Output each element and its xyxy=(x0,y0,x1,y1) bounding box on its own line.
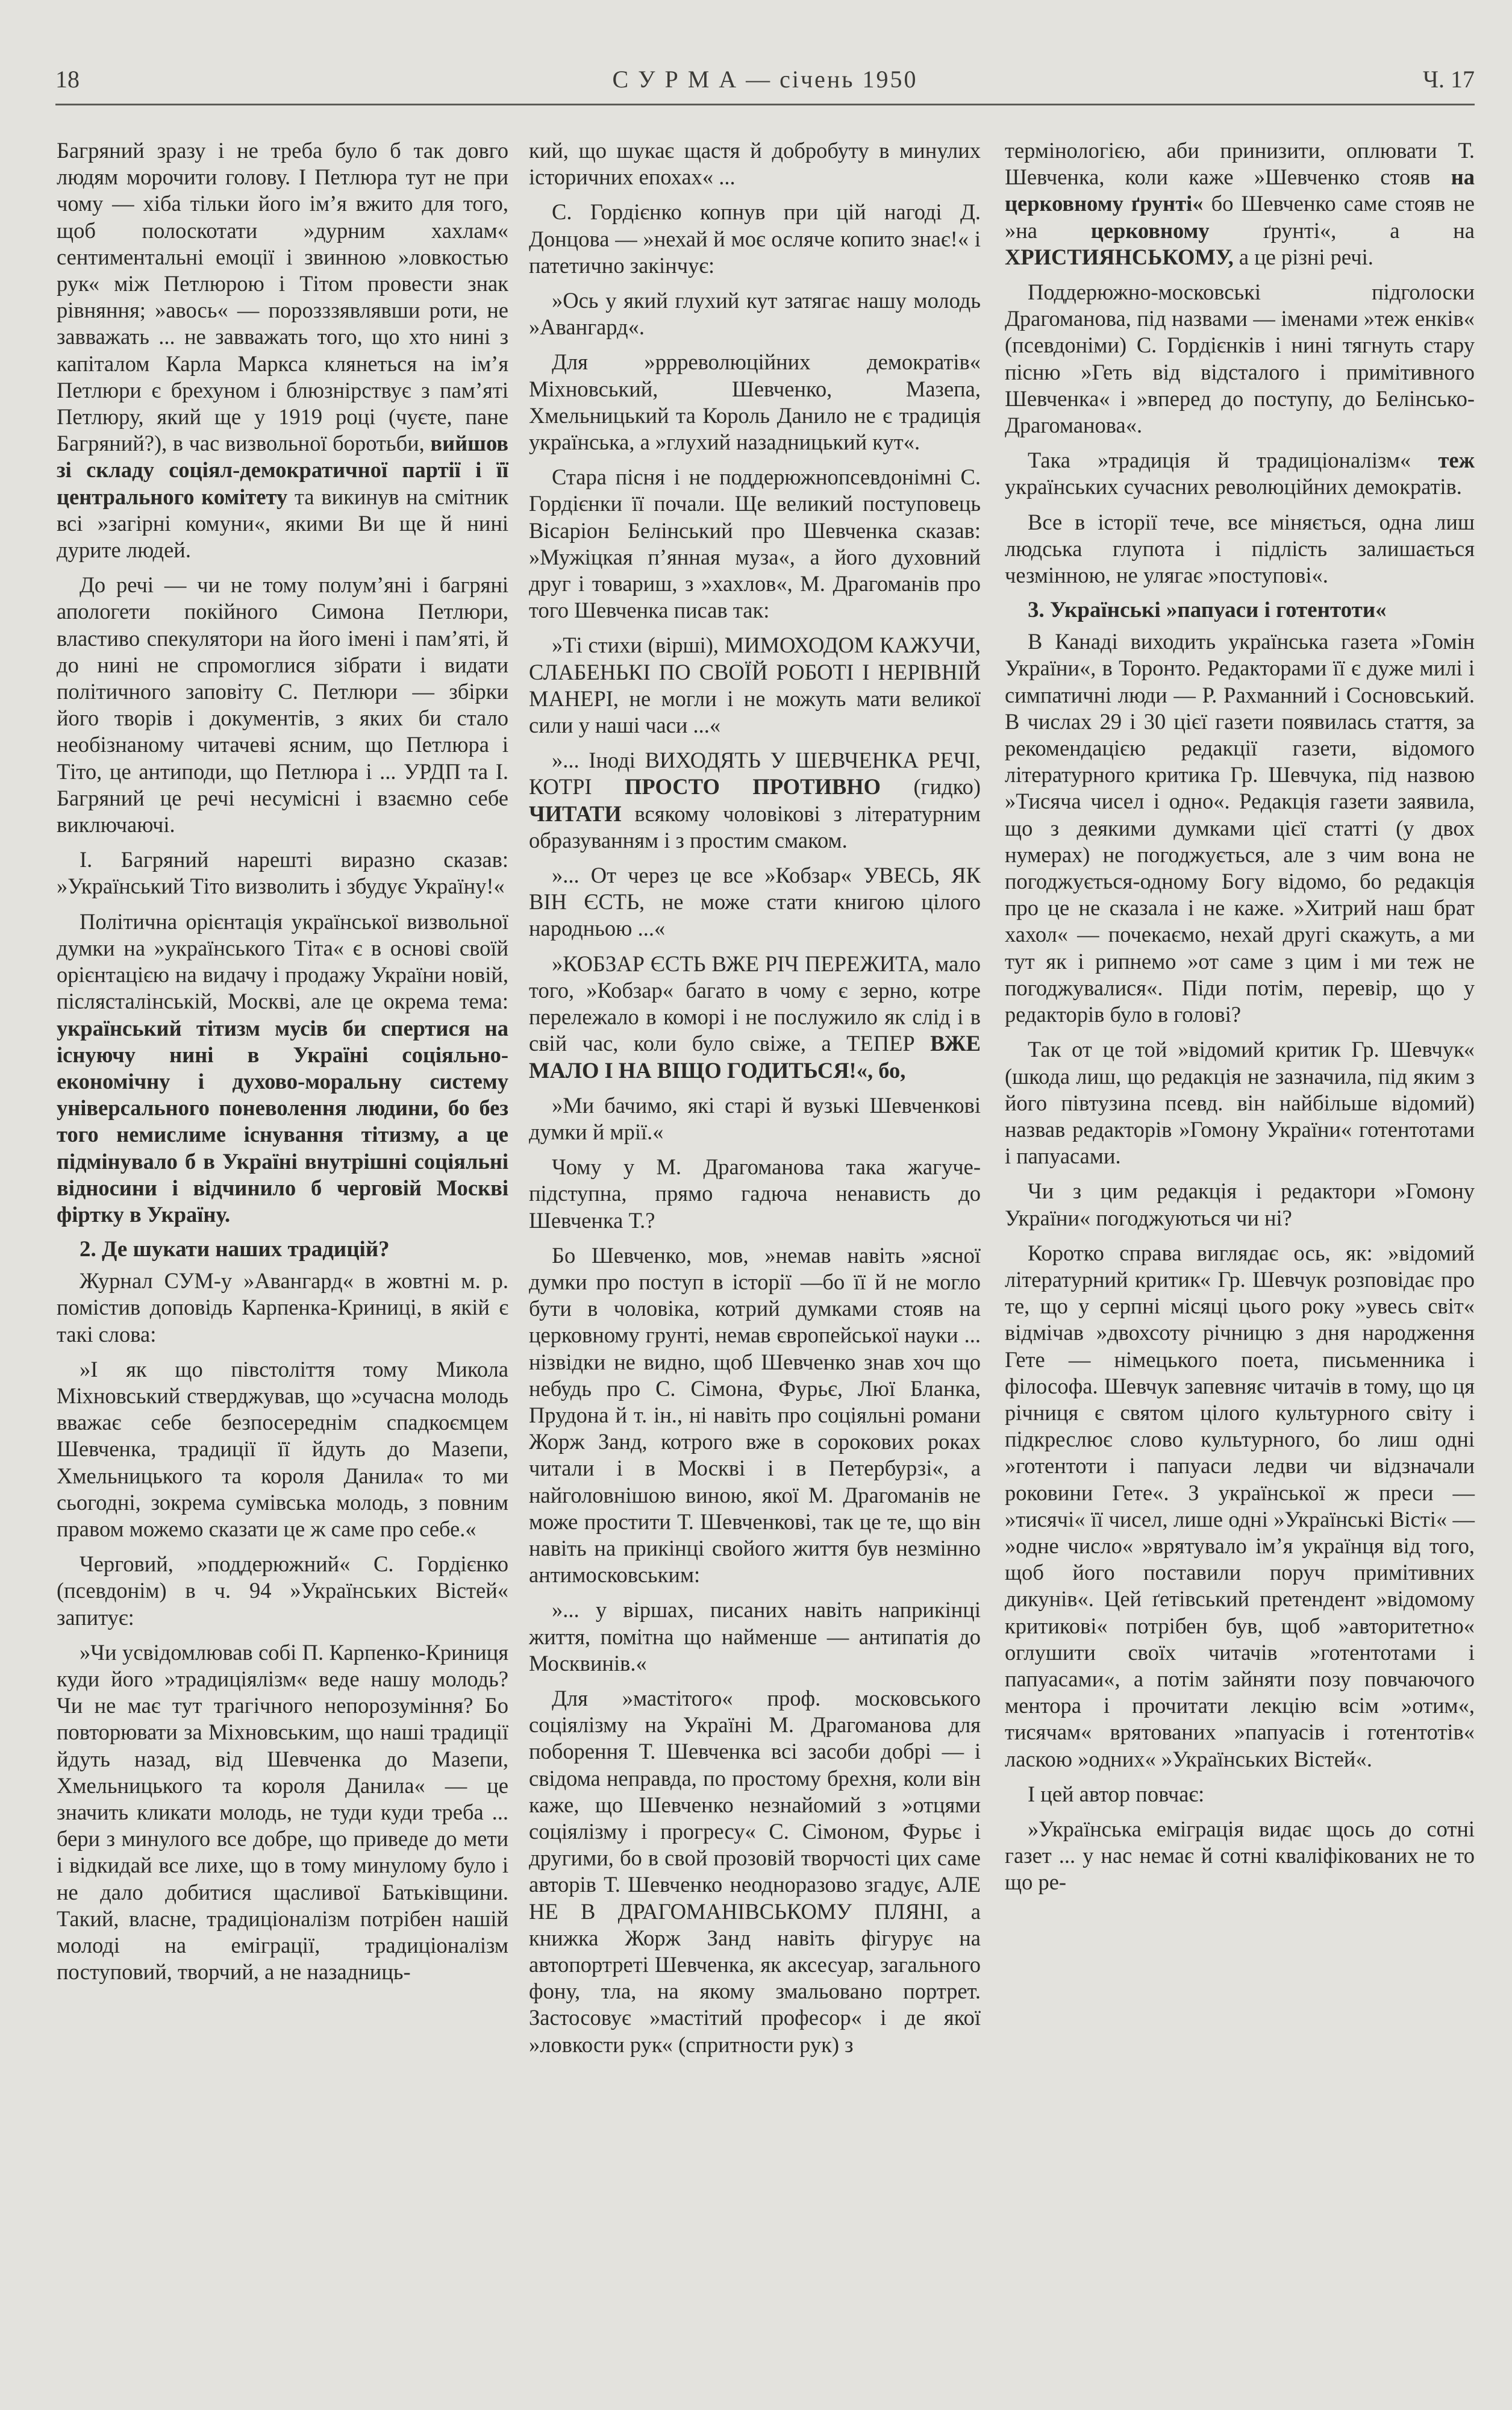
paragraph: Політична орієнтація української визвольної думки на »українського Тіта« є в основі своїй орієнтацією на видачу і продажу України новій, післясталінській, Москві, але це окрема тема: український тітизм мусів би спертися на існуючу нині в Україні соціяльно-економічну і духово-моральну систему універсального поневолення людини, бо без того немислиме існування тітизму, а це підмінувало б в Україні внутрішні соціяльні відносини і відчинило б черговій Москві фіртку в Україну. xyxy=(57,909,508,1227)
paragraph: »Чи усвідомлював собі П. Карпенко-Криниця куди його »традиціялізм« веде нашу молодь? Чи не має тут трагічного непорозуміння? Бо повторювати за Міхновським, що наші традиції йдуть назад, від Шевченка до Мазепи, Хмельницького та короля Данила« — це значить кликати молодь, не туди куди треба ... бери з минулого все добре, що приведе до мети і відкидай все лихе, що в тому минулому було і не дало добитися щасливої Батьківщини. Такий, власне, традиціоналізм потрібен нашій молоді на еміграції, традиціоналізм поступовий, творчий, а не назадниць- xyxy=(57,1639,508,1985)
paragraph: Стара пісня і не поддерюжнопсевдонімні С. Гордієнки її почали. Ще великий поступовець Вісаріон Белінський про Шевченка сказав: »Мужіцкая п’янная муза«, а його духовний друг і товариш, з »хахлов«, М. Драгоманів про того Шевченка писав так: xyxy=(529,465,981,623)
running-header xyxy=(55,60,1475,99)
issue-part: Ч. 17 xyxy=(1423,66,1475,93)
paragraph: кий, що шукає щастя й добробуту в минулих історичних епохах« ... xyxy=(529,138,981,190)
paragraph: Чи з цим редакція і редактори »Гомону України« погоджуються чи ні? xyxy=(1005,1178,1475,1230)
paragraph: Для »ррреволюційних демократів« Міхновський, Шевченко, Мазепа, Хмельницький та Король Данило не є традиція українська, а »глухий назадницький кут«. xyxy=(529,349,981,455)
paragraph: »Ми бачимо, які старі й вузькі Шевченкові думки й мрії.« xyxy=(529,1092,981,1144)
paragraph: Багряний зразу і не треба було б так довго людям морочити голову. І Петлюра тут не при чому — хіба тільки його ім’я вжито для того, щоб полоскотати »дурним хахлам« сентиментальні емоції і звинною »ловкостью рук« між Петлюрою і Тітом провести знак рівняння; »авось« — порозззявлявши роти, не завважать ... не завважать того, що хто нині з капіталом Карла Маркса клянеться на ім’я Петлюри є брехуном і блюзнірствує з пам’яті Петлюру, який ще у 1919 році (чуєте, пане Багряний?), в час визвольної боротьби, вийшов зі складу соціял-демократичної партії і її центрального комітету та викинув на смітник всі »загірні комуни«, якими Ви ще й нині дурите людей. xyxy=(57,138,508,563)
paragraph: »КОБЗАР ЄСТЬ ВЖЕ РІЧ ПЕРЕЖИТА, мало того, »Кобзар« багато в чому є зерно, котре перележало в коморі і не послужило як слід і в свій час, коли було свіже, а ТЕПЕР ВЖЕ МАЛО І НА ВІЩО ГОДИТЬСЯ!«, бо, xyxy=(529,951,981,1083)
header-rule xyxy=(55,104,1475,105)
paragraph: »Ось у який глухий кут затягає нашу молодь »Авангард«. xyxy=(529,288,981,340)
paragraph: Все в історії тече, все міняється, одна лиш людська глупота і підлість залишається чезмінною, не улягає »поступові«. xyxy=(1005,509,1475,588)
paragraph: І. Багряний нарешті виразно сказав: »Український Тіто визволить і збудує Україну!« xyxy=(57,847,508,899)
paragraph: »... у віршах, писаних навіть наприкінці життя, помітна що найменше — антипатія до Москвинів.« xyxy=(529,1597,981,1676)
paragraph: І цей автор повчає: xyxy=(1028,1781,1205,1806)
text-column-3 xyxy=(1005,137,1475,1905)
paragraph: »... Іноді ВИХОДЯТЬ У ШЕВЧЕНКА РЕЧІ, КОТРІ ПРОСТО ПРОТИВНО (гидко) ЧИТАТИ всякому чоловікові з літературним образуванням і з простим смаком. xyxy=(529,748,981,853)
text-column-1 xyxy=(57,137,508,1994)
paragraph: »... От через це все »Кобзар« УВЕСЬ, ЯК ВІН ЄСТЬ, не може стати книгою цілого народньою ...« xyxy=(529,863,981,941)
paragraph: Для »мастітого« проф. московського соціялізму на Україні М. Драгоманова для поборення Т. Шевченка всі засоби добрі — і свідома неправда, по простому брехня, коли він каже, що Шевченко незнайомий з »отцями соціялізму і прогресу« С. Сімоном, Фурьє і другими, бо в свой прозовій творчості цих саме авторів Т. Шевченко неодноразово згадує, АЛЕ НЕ В ДРАГОМАНІВСЬКОМУ ПЛЯНІ, а книжка Жорж Занд навіть фігурує на автопортреті Шевченка, як аксесуар, загального фону, тла, на якому змальовано портрет. Застосовує »мастітий професор« і де якої »ловкости рук« (спритности рук) з xyxy=(529,1685,981,2057)
paragraph: Бо Шевченко, мов, »немав навіть »ясної думки про поступ в історії —бо її й не могло бути в чоловіка, котрий думками стояв на церковному грунті, немав європейської науки ... нізвідки не видно, щоб Шевченко знав хоч що небудь про С. Сімона, Фурьє, Люї Бланка, Прудона й т. ін., ні навіть про соціяльні романи Жорж Занд, котрого вже в сорокових роках читали і в Москві і в Петербурзі«, а найголовнішою виною, якої М. Драгоманів не може простити Т. Шевченкові, так це те, що він навіть на прикінці свойого життя був незмінно антимосковським: xyxy=(529,1242,981,1588)
paragraph: Чому у М. Драгоманова така жагуче-підступна, прямо гадюча ненависть до Шевченка Т.? xyxy=(529,1154,981,1233)
paragraph: Поддерюжно-московські підголоски Драгоманова, під назвами — іменами »теж енків« (псевдоніми) С. Гордієнків і нині тягнуть стару пісню »Геть від відсталого і примітивного Шевченка« і »вперед до поступу, до Белінсько-Драгоманова«. xyxy=(1005,280,1475,438)
paragraph: Така »традиція й традиціоналізм« теж українських сучасних революційних демократів. xyxy=(1005,448,1475,499)
paragraph: »І як що півстоліття тому Микола Міхновський стверджував, що »сучасна молодь вважає себе безпосереднім спадкоємцем Шевченка, традиції її йдуть до Мазепи, Хмельницького та короля Данила« то ми сьогодні, зокрема сумівська молодь, з повним правом можемо сказати це ж саме про себе.« xyxy=(57,1356,508,1541)
paragraph: »Українська еміграція видає щось до сотні газет ... у нас немає й сотні кваліфікованих не то що ре- xyxy=(1005,1816,1475,1895)
paragraph: Коротко справа виглядає ось, як: »відомий літературний критик« Гр. Шевчук розповідає про те, що у серпні місяці цього року »увесь світ« відмічав »двохсоту річницю з дня народження Гете — німецького поета, письменника і філософа. Шевчук запевняє читачів в тому, що ця річниця є святом цілого культурного світу і підкреслює слово культурного, бо лиш одні »готентоти і папуаси ледви чи відзначали роковини Гете«. З української ж преси — »тисячі« її чисел, лише одні »Українські Вісті« — »одне число« »врятувало ім’я українця від того, щоб його поставили поруч примітивних дикунів«. Цей ґетівський претендент »відомому критикові« потрібен був, щоб »авторитетно« оглушити своїх читачів »готентотами і папуасами«, а потім зайняти позу повчаючого ментора і прочитати лекцію всім »отим«, тисячам« врятованих »папуасів і готентотів« ласкою »одних« »Українських Вістей«. xyxy=(1005,1240,1475,1771)
paragraph: Черговий, »поддерюжний« С. Гордієнко (псевдонім) в ч. 94 »Українських Вістей« запитує: xyxy=(57,1551,508,1630)
publication-title: С У Р М А — січень 1950 xyxy=(612,66,918,93)
paragraph: »Ті стихи (вірші), МИМОХОДОМ КАЖУЧИ, СЛАБЕНЬКІ ПО СВОЇЙ РОБОТІ І НЕРІВНІЙ МАНЕРІ, не могли і не можуть мати великої сили у наші часи ...« xyxy=(529,633,981,738)
paragraph: До речі — чи не тому полум’яні і багряні апологети покійного Симона Петлюри, властиво спекулятори на його імені і пам’яті, й до нині не спромоглися зібрати і видати політичного заповіту С. Петлюри — збірки його творів і документів, з яких би стало необізнаному читачеві ясним, що Петлюра і Тіто, це антиподи, що Петлюра і ... УРДП та І. Багряний це речі несумісні і взаємно себе виключаючі. xyxy=(57,572,508,837)
paragraph: Так от це той »відомий критик Гр. Шевчук« (шкода лиш, що редакція не зазначила, під яким з його півтузина псевд. він найбільше відомий) назвав редакторів »Гомону України« готентотами і папуасами. xyxy=(1005,1037,1475,1169)
section-heading: 2. Де шукати наших традицій? xyxy=(80,1237,390,1262)
page-number: 18 xyxy=(55,66,80,93)
paragraph: Журнал СУМ-у »Авангард« в жовтні м. р. помістив доповідь Карпенка-Криниці, в якій є такі слова: xyxy=(57,1268,508,1347)
section-heading: 3. Українські »папуаси і готентоти« xyxy=(1028,598,1387,623)
paragraph: В Канаді виходить українська газета »Гомін України«, в Торонто. Редакторами її є дуже милі і симпатичні люди — Р. Рахманний і Сосновський. В числах 29 і 30 цієї газети появилась стаття, за рекомендацією редакції газети, відомого літературного критика Гр. Шевчука, під назвою »Тисяча чисел і одно«. Редакція газети заявила, що з деякими думками цієї статті (у двох нумерах) не погоджується, але з чим вона не погоджується-одному Богу відомо, бо редакція про це не сказала і не каже. »Хитрий наш брат хахол« — почекаємо, нехай другі скажуть, а ми тут як і рипнемо »от саме з цим і ми теж не погоджувалися«. Піди потім, перевір, що у редакторів було в голові? xyxy=(1005,629,1475,1027)
paragraph: термінологією, аби принизити, оплювати Т. Шевченка, коли каже »Шевченко стояв на церковному ґрунті« бо Шевченко саме стояв не »на церковному ґрунті«, а на ХРИСТИЯНСЬКОМУ, а це різні речі. xyxy=(1005,138,1475,269)
text-column-2 xyxy=(529,137,981,2067)
paragraph: С. Гордієнко копнув при цій нагоді Д. Донцова — »нехай й моє осляче копито знає!« і патетично закінчує: xyxy=(529,199,981,278)
